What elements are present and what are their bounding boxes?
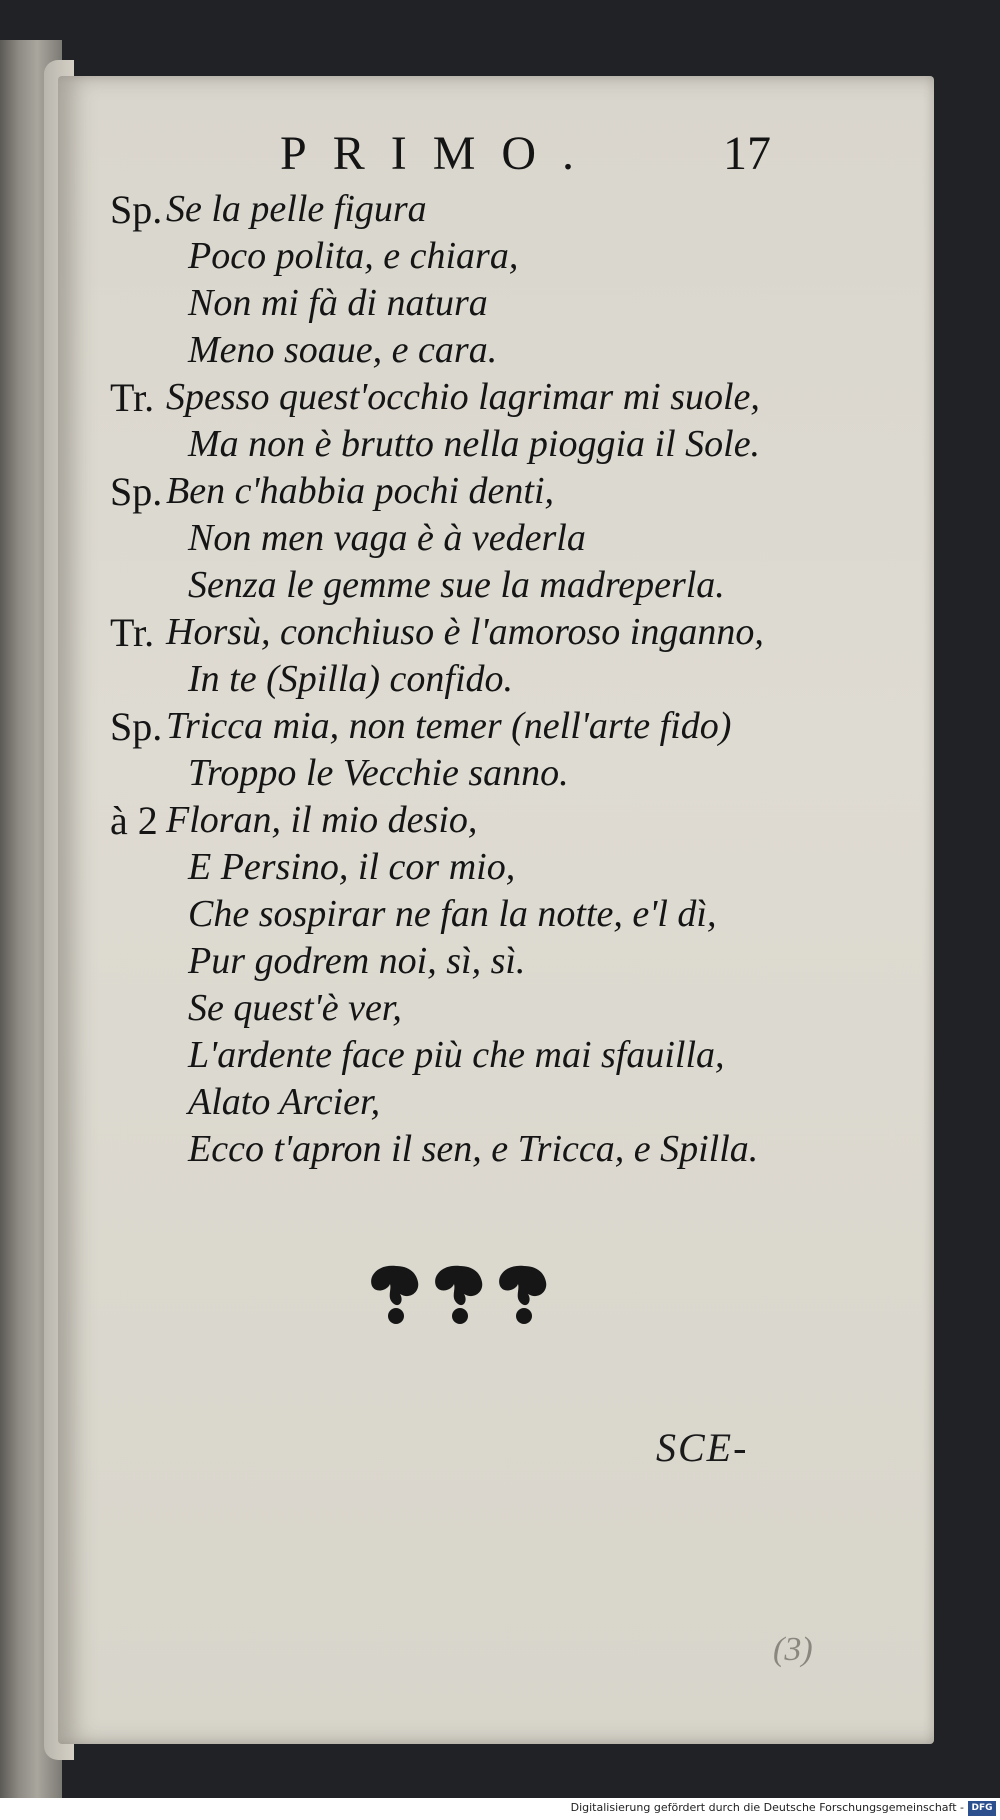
verse-line xyxy=(58,280,934,327)
verse-text: Tricca mia, non temer (nell'arte fido) xyxy=(166,705,732,747)
speaker-label: Sp. xyxy=(110,469,163,514)
verse-line xyxy=(58,938,934,985)
footer-credit: Digitalisierung gefördert durch die Deutsche Forschungsgemeinschaft - xyxy=(570,1801,964,1814)
speaker-label: Sp. xyxy=(110,704,163,749)
verse-line xyxy=(58,327,934,374)
verse-text: Se la pelle figura xyxy=(166,188,427,230)
verse-line xyxy=(58,515,934,562)
verse-line xyxy=(58,750,934,797)
verse-line xyxy=(58,844,934,891)
verse-text: Che sospirar ne fan la notte, e'l dì, xyxy=(188,893,717,935)
verse-line xyxy=(58,233,934,280)
verse-line xyxy=(58,703,934,750)
fleuron-ornament xyxy=(358,1256,568,1326)
verse-line xyxy=(58,421,934,468)
verse-line xyxy=(58,1032,934,1079)
verse-block xyxy=(58,186,934,1173)
verse-line xyxy=(58,374,934,421)
speaker-label: à 2 xyxy=(110,798,158,843)
verse-line xyxy=(58,562,934,609)
verse-line xyxy=(58,656,934,703)
verse-text: L'ardente face più che mai sfauilla, xyxy=(188,1034,725,1076)
verse-line xyxy=(58,891,934,938)
verse-text: Ben c'habbia pochi denti, xyxy=(166,470,555,512)
verse-text: Troppo le Vecchie sanno. xyxy=(188,752,569,794)
verse-text: Meno soaue, e cara. xyxy=(188,329,498,371)
verse-text: In te (Spilla) confido. xyxy=(188,658,514,700)
speaker-label: Tr. xyxy=(110,610,155,655)
verse-line xyxy=(58,985,934,1032)
fleuron-leaf-left xyxy=(371,1266,418,1324)
verse-text: Spesso quest'occhio lagrimar mi suole, xyxy=(166,376,760,418)
verse-text: Se quest'è ver, xyxy=(188,987,402,1029)
running-head xyxy=(58,126,934,186)
verse-text: Ecco t'apron il sen, e Tricca, e Spilla. xyxy=(188,1128,759,1170)
speaker-label: Sp. xyxy=(110,187,163,232)
book-page xyxy=(58,76,934,1744)
catchword: SCE- xyxy=(656,1425,749,1470)
verse-text: E Persino, il cor mio, xyxy=(188,846,516,888)
digitization-footer xyxy=(0,1798,1000,1820)
verse-text: Floran, il mio desio, xyxy=(166,799,478,841)
verse-text: Ma non è brutto nella pioggia il Sole. xyxy=(188,423,761,465)
verse-text: Horsù, conchiuso è l'amoroso inganno, xyxy=(166,611,764,653)
verse-text: Alato Arcier, xyxy=(188,1081,381,1123)
pencil-mark: (3) xyxy=(773,1631,813,1668)
verse-text: Non mi fà di natura xyxy=(188,282,488,324)
verse-line xyxy=(58,468,934,515)
verse-text: Pur godrem noi, sì, sì. xyxy=(188,940,526,982)
verse-line xyxy=(58,609,934,656)
page-number: 17 xyxy=(723,127,771,180)
running-head-title: PRIMO. xyxy=(280,127,601,180)
verse-text: Non men vaga è à vederla xyxy=(188,517,586,559)
dfg-logo: DFG xyxy=(968,1801,996,1816)
fleuron-leaf-center xyxy=(435,1266,482,1324)
speaker-label: Tr. xyxy=(110,375,155,420)
verse-line xyxy=(58,186,934,233)
verse-line xyxy=(58,1126,934,1173)
fleuron-leaf-right xyxy=(499,1266,546,1324)
verse-line xyxy=(58,797,934,844)
verse-text: Senza le gemme sue la madreperla. xyxy=(188,564,725,606)
verse-line xyxy=(58,1079,934,1126)
verse-text: Poco polita, e chiara, xyxy=(188,235,519,277)
